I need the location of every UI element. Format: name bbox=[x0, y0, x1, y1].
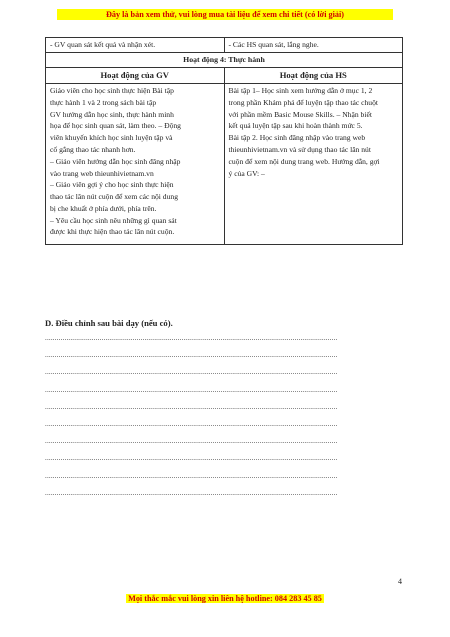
gv-activity-cell bbox=[46, 84, 225, 245]
hs-line: Bài tập 2. Học sinh đăng nhập vào trang web bbox=[228, 133, 366, 143]
gv-line: GV hướng dẫn học sinh, thực hành minh bbox=[50, 109, 174, 119]
activity-row bbox=[46, 84, 403, 245]
dotted-line: ...................................................................................................................................................... bbox=[45, 471, 338, 480]
dotted-line: ...................................................................................................................................................... bbox=[45, 402, 338, 411]
hs-observation-cell: - Các HS quan sát, lắng nghe. bbox=[224, 38, 403, 53]
hs-line: ý của GV: – bbox=[228, 168, 265, 178]
dotted-line: ...................................................................................................................................................... bbox=[45, 385, 338, 394]
hs-line: cuộn để xem nội dung trang web. Hướng dẫn, gợi bbox=[228, 156, 380, 166]
notes-lines bbox=[45, 334, 403, 506]
section-row bbox=[46, 52, 403, 67]
gv-line: – Giáo viên gợi ý cho học sinh thực hiện bbox=[50, 180, 174, 190]
dotted-line: ...................................................................................................................................................... bbox=[45, 488, 338, 497]
gv-line: viên khuyến khích học sinh luyện tập và bbox=[50, 133, 173, 143]
dotted-line: ...................................................................................................................................................... bbox=[45, 334, 338, 342]
gv-line: – Giáo viên hướng dẫn học sinh đăng nhập bbox=[50, 156, 181, 166]
gv-line: bị che khuất ở phía dưới, phía trên. bbox=[50, 203, 157, 213]
gv-line: vào trang web thieunhivietnam.vn bbox=[50, 168, 154, 178]
lesson-activity-table bbox=[45, 37, 403, 245]
gv-line: thực hành 1 và 2 trong sách bài tập bbox=[50, 97, 157, 107]
section-d-title: D. Điều chỉnh sau bài dạy (nếu có). bbox=[45, 318, 173, 328]
dotted-line: ...................................................................................................................................................... bbox=[45, 368, 338, 377]
section-title: Hoạt động 4: Thực hành bbox=[46, 52, 403, 67]
hs-line: Bài tập 1– Học sinh xem hướng dẫn ở mục 1, 2 bbox=[228, 86, 373, 96]
gv-line: được khi thực hiện thao tác lăn nút cuộn. bbox=[50, 227, 175, 237]
gv-line: cố gắng thao tác nhanh hơn. bbox=[50, 144, 136, 154]
dotted-line: ...................................................................................................................................................... bbox=[45, 419, 338, 428]
gv-line: – Yêu cầu học sinh nêu những gì quan sát bbox=[50, 215, 177, 225]
preview-banner: Đây là bản xem thử, vui lòng mua tài liệu để xem chi tiết (có lời giải) bbox=[57, 9, 393, 20]
gv-line: họa để học sinh quan sát, làm theo. – Động bbox=[50, 121, 181, 131]
gv-line: Giáo viên cho học sinh thực hiện Bài tập bbox=[50, 86, 174, 96]
hs-line: với phần mềm Basic Mouse Skills. – Nhận biết bbox=[228, 109, 372, 119]
column-header-hs: Hoạt động của HS bbox=[224, 67, 403, 83]
hs-line: trong phần Khám phá để luyện tập thao tác chuột bbox=[228, 97, 379, 107]
page-number: 4 bbox=[398, 577, 402, 586]
gv-line: thao tác lăn nút cuộn để xem các nội dung bbox=[50, 192, 178, 202]
column-header-row bbox=[46, 67, 403, 83]
dotted-line: ...................................................................................................................................................... bbox=[45, 437, 338, 446]
table-row-continued bbox=[46, 38, 403, 53]
column-header-gv: Hoạt động của GV bbox=[46, 67, 225, 83]
gv-observation-cell: - GV quan sát kết quả và nhận xét. bbox=[46, 38, 225, 53]
dotted-line: ...................................................................................................................................................... bbox=[45, 454, 338, 463]
hs-line: thieunhivietnam.vn và sử dụng thao tác lăn nút bbox=[228, 144, 371, 154]
hs-activity-cell bbox=[224, 84, 403, 245]
dotted-line: ...................................................................................................................................................... bbox=[45, 351, 338, 360]
footer-hotline-text: Mọi thắc mắc vui lòng xin liên hệ hotline: 084 283 45 85 bbox=[128, 594, 322, 603]
hs-line: kết quả luyện tập sau khi hoàn thành mức 5. bbox=[228, 121, 363, 131]
footer-hotline bbox=[0, 594, 450, 603]
